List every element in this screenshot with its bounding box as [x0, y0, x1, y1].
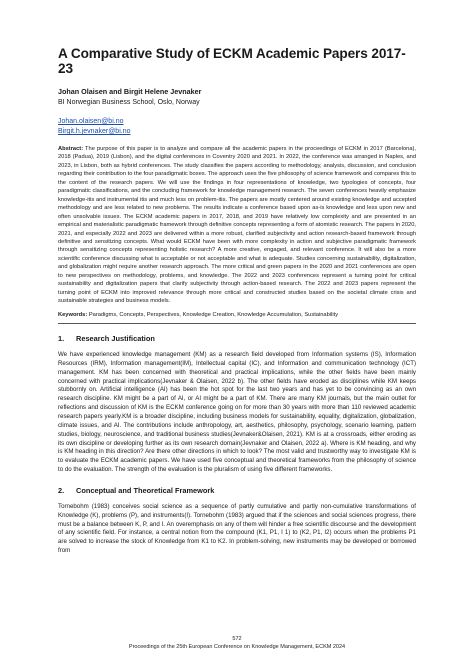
page-number: 572 — [232, 636, 242, 642]
section-number: 1. — [58, 334, 65, 344]
paper-authors: Johan Olaisen and Birgit Helene Jevnaker — [58, 87, 202, 96]
paper-title: A Comparative Study of ECKM Academic Papers 2017-23 — [58, 46, 406, 76]
page-footer — [0, 635, 474, 651]
author-emails — [58, 117, 416, 137]
keywords — [58, 311, 416, 319]
author-affiliation: BI Norwegian Business School, Oslo, Norway — [58, 99, 200, 106]
section-number: 2. — [58, 485, 65, 495]
email-link-jevnaker[interactable]: Birgit.h.jevnaker@bi.no — [58, 128, 131, 135]
abstract-label: Abstract: — [58, 146, 84, 152]
section-divider — [58, 323, 416, 324]
section-research-justification — [58, 334, 416, 475]
section-conceptual-framework — [58, 486, 416, 556]
proceedings-citation: Proceedings of the 25th European Conference on Knowledge Management, ECKM 2024 — [128, 644, 346, 650]
section-body: We have experienced knowledge management (KM) as a research field developed from Information systems (IS), Information Resources (IRM), Information management(IM), Intellectual capital (IC), and Information and communication technology (ICT) management. KM has been concerned with theoretical and practical implications, while the other fields have been mainly concerned with practical implications(Jevnaker & Olaisen, 2022 b). The other fields have eroded as disciplines while KM keeps stubbornly on. Artificial intelligence (AI) has been the hot spot for the last two years and has yet to be convincing as an own research discipline. KM might be a part of AI, or AI might be a part of KM. There are many KM journals, but the main outlet for reflections and discussion of KM is the ECKM conference going on for more than 30 years with more than 110 reviewed academic research papers yearly.KM is a broader discipline, including business models for sustainability, equality, digitalization, globalization, climate issues, and AI. The contributions include anthropology, art, aesthetics, philosophy, psychology, scenario learning, pattern studies, biology, neuroscience, and traditional business studies(Jevnaker&Olaisen, 2021). KM is at a crossroads, either eroding as its own discipline or developing further as its own research domain(Jevnaker and Olaisen, 2022 a). Where is KM heading, and why is KM heading in this direction? Are there other directions in which to look? The most valid and trustworthy way to investigate KM is to evaluate the ECKM academic papers. We have used five conceptual and theoretical frameworks from the philosophy of science to do the evaluation. The strength of the evaluation is the pluralism of using five different frameworks. — [58, 351, 416, 474]
section-heading — [58, 334, 416, 343]
abstract — [58, 145, 416, 306]
keywords-label: Keywords: — [58, 311, 88, 318]
email-link-olaisen[interactable]: Johan.olaisen@bi.no — [58, 118, 124, 125]
keywords-text: Paradigms, Concepts, Perspectives, Knowledge Creation, Knowledge Accumulation, Sustainability — [87, 311, 339, 318]
abstract-text: The purpose of this paper is to analyze and compare all the academic papers in the proceedings of ECKM in 2017 (Barcelona), 2018 (Padua), 2019 (Lisbon), and the digital conferences in Coventry 2020 and 2021. In 2022, the conference was arranged in Naples, and 2023, in Lisbon, both as hybrid conferences. The study classifies the papers according to methodology, analysis, discussion, and conclusion regarding their contribution to the four paradigmatic boxes. The approach uses the five philosophy of science framework and compares this to the content of the research papers. We will use the findings in four representations of knowledge, two typologies of concepts, four paradigmatic classifications, and the concluding framework for knowledge management research. The seven conferences heavily emphasize knowledge-itis and instrumental itis and much less on problem-itis. The papers are mostly centered around existing knowledge and accepted methodology and are less related to new problems. The results indicate a conference based upon as-is knowledge and less upon new and often unsolvable issues. The ECKM academic papers in 2017, 2018, and 2019 have relatively low complexity and are presented in an empirical and materialistic paradigmatic framework through definitive concepts representing a form of atomistic research. The papers in 2020, 2021, and especially 2022 and 2023 are delivered within a more robust, clarified subjectivity and action research-based framework through definitive and sensitizing concepts. What would ECKM have been with more complexity in action and subjective paradigmatic framework through sensitizing concepts representing holistic research? A more creative, engaged, and relevant conference. It will also be a more scientific conference discussing what is acceptable or not acceptable and what is adequate. Studies concerning sustainability, digitalization, and globalization might require another research approach. The more critical and green papers in the 2020 and 2021 conferences are open to new perspectives on methodology, problems, and knowledge. The 2022 and 2023 conferences represent a turning point for critical sustainability and digitalization papers that clarify subjectivity through action-based research. The 2022 and 2023 papers represent the turning point of ECKM into improved relevance through more critical and constructed studies based on the societal climate crisis and sustainable strategies and business models. — [58, 146, 416, 305]
section-body: Tornebohm (1983) conceives social science as a sequence of partly cumulative and partly non-cumulative transformations of Knowledge (K), problems (P), and instruments(I). Tornebohm (1983) argued that if the sciences and social sciences progress, there must be a balance between K, P, and I. An overemphasis on any of them will hinder a free scientific discourse and the development of any scientific field. For instance, a central notion from the compound (K1, P1, I 1) to (K2, P1, I2) occurs when the problems P1 are solved to increase the stock of Knowledge from K1 to K2. In problem-solving, new instruments may be developed or borrowed from — [58, 502, 416, 555]
section-heading — [58, 486, 416, 495]
section-title: Conceptual and Theoretical Framework — [76, 485, 215, 495]
section-title: Research Justification — [76, 334, 155, 344]
